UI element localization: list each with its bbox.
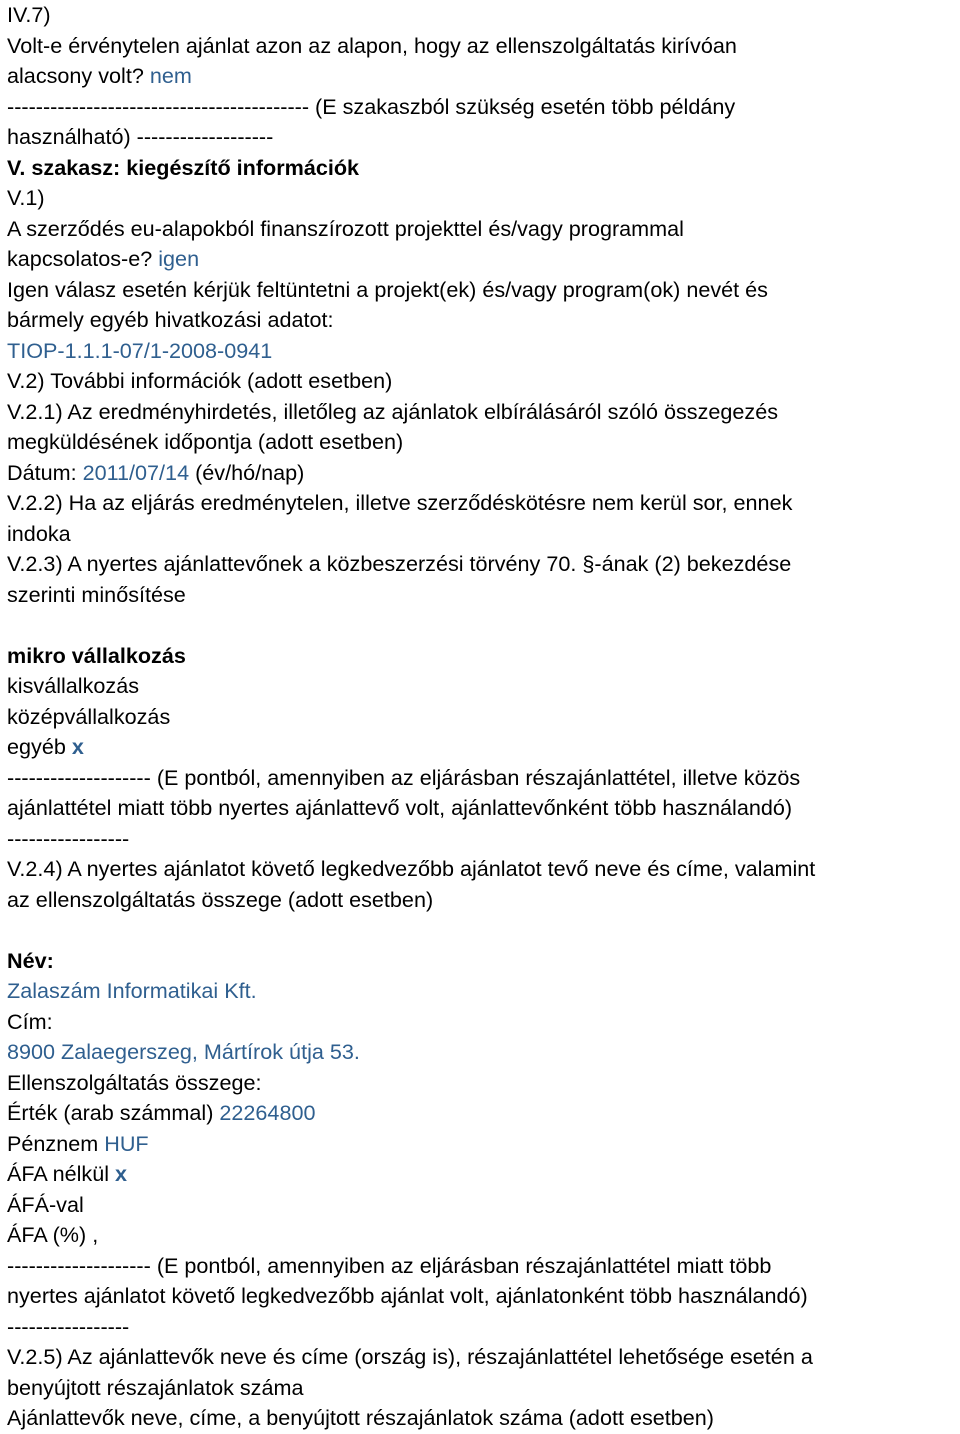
date-label: Dátum: [7,459,77,485]
question-text: alacsony volt? [7,63,144,88]
date-value: 2011/07/14 [82,459,190,485]
vat-pct-label: ÁFA (%) , [7,1222,99,1247]
note-text: bármely egyéb hivatkozási adatot: [7,307,334,332]
section-v1-heading: V.1) [7,185,45,210]
separator-text: ajánlattétel miatt több nyertes ajánlattevő volt, ajánlattevőnként több használandó) [7,795,793,820]
question-text: Volt-e érvénytelen ajánlat azon az alapon, hogy az ellenszolgáltatás kirívóan [7,32,737,58]
date-line [7,458,960,489]
project-reference: TIOP-1.1.1-07/1-2008-0941 [7,337,273,363]
section-iv7-heading: IV.7) [7,2,51,27]
section-v-title: V. szakasz: kiegészítő információk [7,154,360,180]
section-v23-text: szerinti minősítése [7,581,186,607]
value-label: Érték (arab számmal) [7,1100,214,1125]
section-v23-text: V.2.3) A nyertes ajánlattevőnek a közbeszerzési törvény 70. §-ának (2) bekezdése [7,551,792,576]
name-value: Zalaszám Informatikai Kft. [7,978,257,1003]
vat-excl-mark: x [115,1161,128,1186]
note-text: Igen válasz esetén kérjük feltüntetni a projekt(ek) és/vagy program(ok) nevét és [7,276,768,302]
name-label: Név: [7,947,54,973]
separator-text: ----------------- [7,1313,130,1339]
section-v21-text: megküldésének időpontja (adott esetben) [7,429,404,454]
separator-text: -------------------- (E pontból, amennyiben az eljárásban részajánlattétel miatt több [7,1252,772,1278]
address-label: Cím: [7,1008,53,1034]
vat-excl-line [7,1159,960,1190]
address-value: 8900 Zalaegerszeg, Mártírok útja 53. [7,1039,360,1064]
currency-line [7,1129,960,1160]
section-v22-text: indoka [7,520,71,546]
separator-text: használható) ------------------- [7,124,274,149]
currency-label: Pénznem [7,1130,99,1156]
separator-text: -------------------- (E pontból, amennyiben az eljárásban részajánlattétel, illetve közös [7,764,801,790]
value-line [7,1098,960,1129]
option-micro: mikro vállalkozás [7,642,186,668]
section-v22-text: V.2.2) Ha az eljárás eredménytelen, illetve szerződéskötésre nem kerül sor, ennek [7,490,793,515]
amount-label: Ellenszolgáltatás összege: [7,1069,262,1095]
separator-text: ------------------------------------------ (E szakaszból szükség esetén több példány [7,93,736,119]
vat-incl-label: ÁFÁ-val [7,1191,84,1217]
separator-text: nyertes ajánlatot követő legkedvezőbb ajánlat volt, ajánlatonként több használandó) [7,1283,808,1308]
vat-excl-label: ÁFA nélkül [7,1161,110,1186]
currency-value: HUF [104,1130,149,1156]
question-text: A szerződés eu-alapokból finanszírozott projekttel és/vagy programmal [7,215,684,241]
section-v25-text: V.2.5) Az ajánlattevők neve és címe (ország is), részajánlattétel lehetősége esetén a [7,1344,813,1369]
option-medium: középvállalkozás [7,703,171,729]
question-text: kapcsolatos-e? [7,246,153,271]
answer-value: nem [149,63,192,88]
option-other-line [7,732,960,763]
option-small: kisvállalkozás [7,673,140,698]
date-format: (év/hó/nap) [195,459,305,485]
section-v2-heading: V.2) További információk (adott esetben) [7,368,393,393]
option-other: egyéb [7,734,66,759]
value-number: 22264800 [219,1100,316,1125]
spacer [7,915,960,946]
answer-value: igen [158,246,200,271]
section-v25-text: benyújtott részajánlatok száma [7,1374,304,1400]
spacer [7,610,960,641]
section-v25-text: Ajánlattevők neve, címe, a benyújtott részajánlatok száma (adott esetben) [7,1405,714,1430]
section-v24-text: V.2.4) A nyertes ajánlatot követő legkedvezőbb ajánlatot tevő neve és címe, valamint [7,856,816,881]
section-v24-text: az ellenszolgáltatás összege (adott esetben) [7,886,434,912]
section-v21-text: V.2.1) Az eredményhirdetés, illetőleg az ajánlatok elbírálásáról szóló összegezés [7,398,779,424]
question-line [7,61,960,92]
separator-text: ----------------- [7,825,130,851]
option-other-mark: x [71,734,84,759]
question-line [7,244,960,275]
